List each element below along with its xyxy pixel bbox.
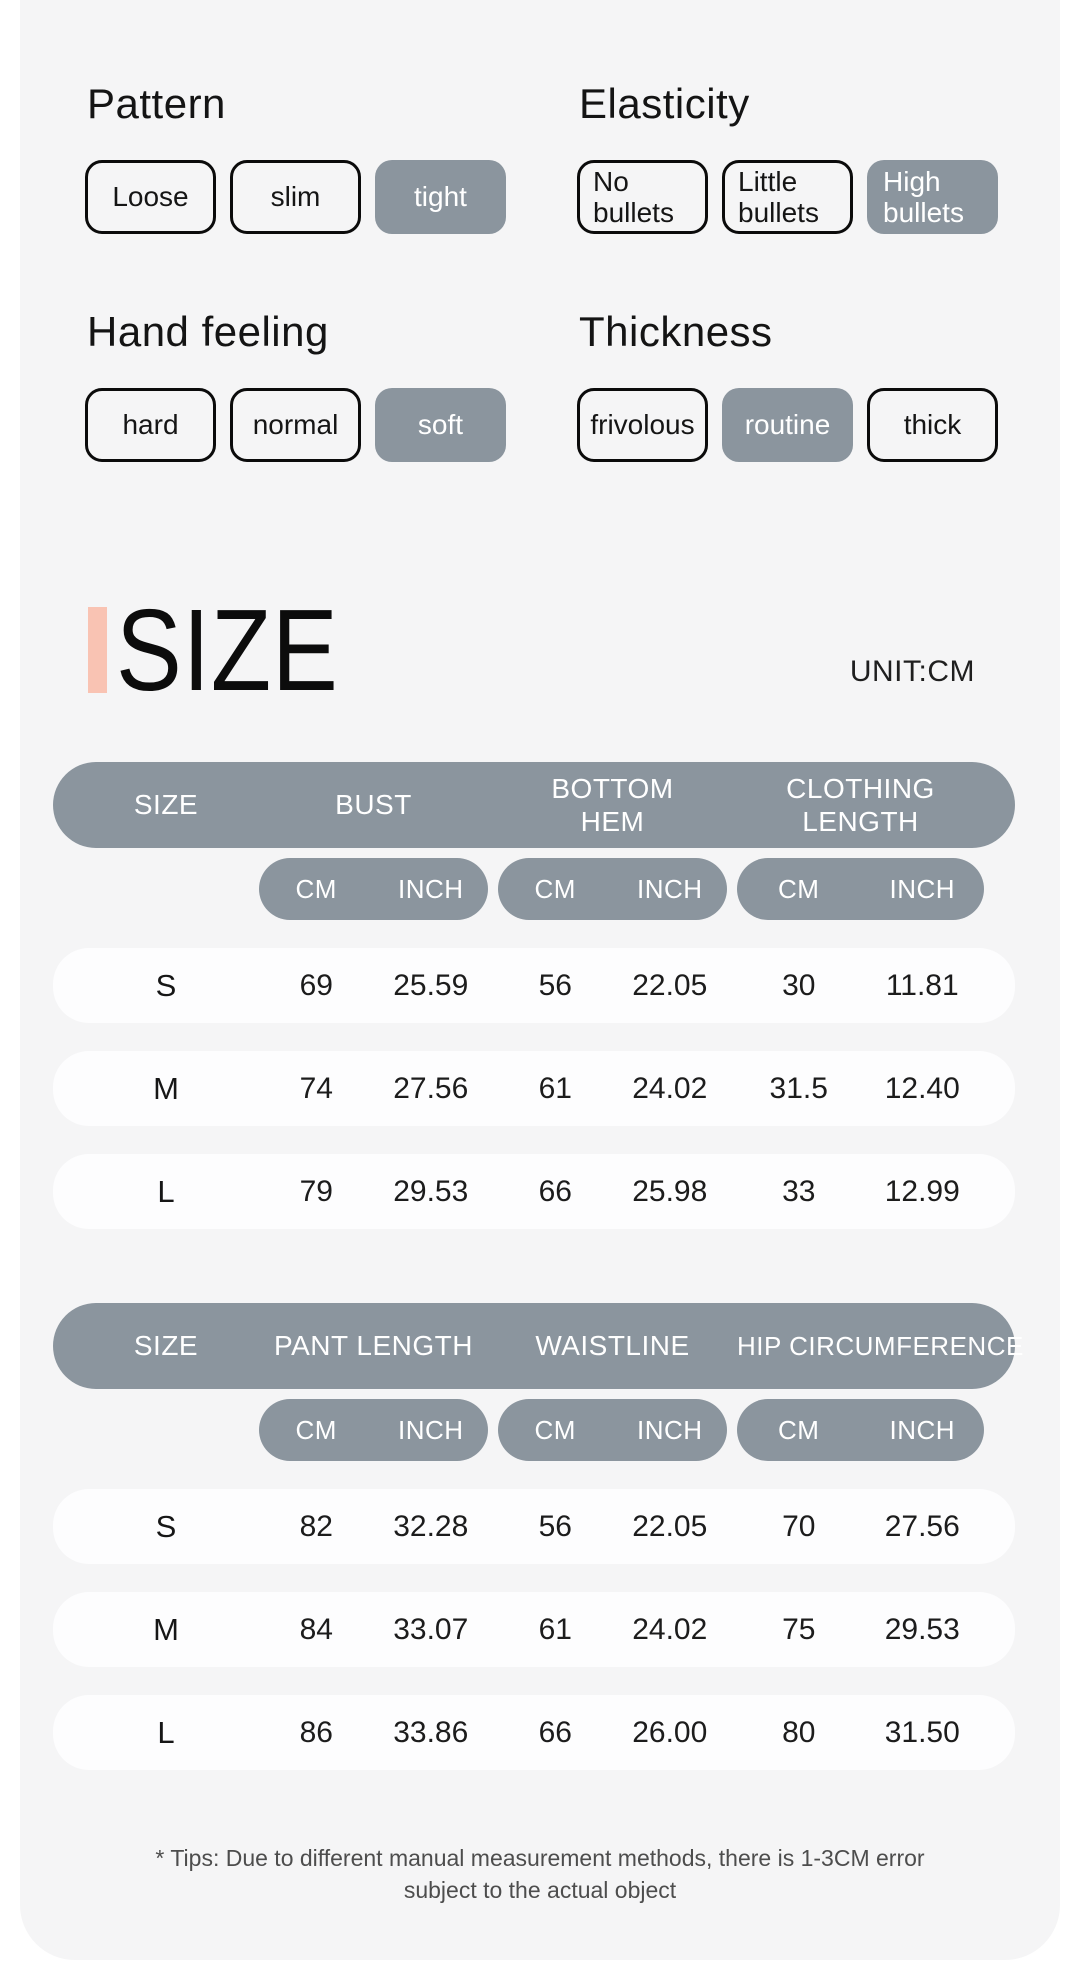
measurement-group bbox=[259, 1051, 488, 1126]
cm-value: 70 bbox=[782, 1509, 816, 1543]
size-cell: L bbox=[157, 1714, 175, 1750]
attribute-group-thickness bbox=[577, 306, 998, 462]
table-row-m bbox=[53, 1051, 1015, 1126]
unit-label-inch: INCH bbox=[889, 1414, 956, 1445]
cm-value: 69 bbox=[299, 968, 333, 1002]
inch-value: 29.53 bbox=[393, 1174, 469, 1208]
inch-value: 25.98 bbox=[632, 1174, 708, 1208]
cm-value: 66 bbox=[538, 1715, 572, 1749]
size-cell: M bbox=[153, 1070, 179, 1106]
measurement-group bbox=[498, 1695, 727, 1770]
inch-value: 33.86 bbox=[393, 1715, 469, 1749]
unit-label-inch: INCH bbox=[636, 873, 703, 904]
measurement-group bbox=[737, 1695, 984, 1770]
cm-value: 61 bbox=[538, 1612, 572, 1646]
attribute-title: Thickness bbox=[579, 308, 773, 355]
cm-value: 84 bbox=[299, 1612, 333, 1646]
inch-value: 24.02 bbox=[632, 1612, 708, 1646]
unit-label-cm: CM bbox=[295, 1414, 337, 1445]
cm-value: 75 bbox=[782, 1612, 816, 1646]
tips-line-1: * Tips: Due to different manual measurement methods, there is 1-3CM error bbox=[155, 1845, 925, 1871]
inch-value: 27.56 bbox=[393, 1071, 469, 1105]
attribute-group-pattern bbox=[85, 78, 577, 234]
measurement-group bbox=[259, 1592, 488, 1667]
option-chip-normal[interactable]: normal bbox=[230, 388, 361, 462]
inch-value: 27.56 bbox=[884, 1509, 960, 1543]
chip-row bbox=[577, 160, 998, 234]
size-cell: M bbox=[153, 1611, 179, 1647]
option-chip-routine[interactable]: routine bbox=[722, 388, 853, 462]
column-header-bust: BUST bbox=[335, 789, 412, 821]
attribute-title: Pattern bbox=[87, 80, 226, 127]
table-row-m bbox=[53, 1592, 1015, 1667]
attribute-title: Elasticity bbox=[579, 80, 750, 127]
option-chip-high-bullets[interactable]: High bullets bbox=[867, 160, 998, 234]
unit-label-cm: CM bbox=[534, 1414, 576, 1445]
inch-value: 22.05 bbox=[632, 968, 708, 1002]
unit-header-pill bbox=[737, 1399, 984, 1461]
measurement-group bbox=[737, 1154, 984, 1229]
inch-value: 32.28 bbox=[393, 1509, 469, 1543]
measurement-group bbox=[259, 1695, 488, 1770]
chip-row bbox=[577, 388, 998, 462]
size-tables bbox=[53, 762, 1024, 1770]
measurement-group bbox=[498, 1051, 727, 1126]
unit-label: UNIT:CM bbox=[849, 655, 975, 688]
inch-value: 12.40 bbox=[884, 1071, 960, 1105]
size-cell: S bbox=[155, 967, 177, 1003]
unit-header-pill bbox=[498, 1399, 727, 1461]
column-header-size: SIZE bbox=[133, 1330, 199, 1362]
inch-value: 33.07 bbox=[393, 1612, 469, 1646]
cm-value: 30 bbox=[782, 968, 816, 1002]
chip-row bbox=[85, 160, 577, 234]
column-header-hip-circumference: HIP CIRCUMFERENCE bbox=[737, 1330, 1024, 1361]
cm-value: 56 bbox=[538, 968, 572, 1002]
cm-value: 31.5 bbox=[769, 1071, 828, 1105]
table-header-row bbox=[53, 762, 1015, 848]
unit-label-inch: INCH bbox=[397, 1414, 464, 1445]
chip-row bbox=[85, 388, 577, 462]
size-cell: S bbox=[155, 1508, 177, 1544]
unit-header-pill bbox=[259, 1399, 488, 1461]
cm-value: 33 bbox=[782, 1174, 816, 1208]
attribute-group-elasticity bbox=[577, 78, 998, 234]
measurement-group bbox=[737, 1051, 984, 1126]
tips-line-2: subject to the actual object bbox=[403, 1877, 677, 1904]
unit-header-pill bbox=[737, 858, 984, 920]
unit-header-pill bbox=[498, 858, 727, 920]
inch-value: 22.05 bbox=[632, 1509, 708, 1543]
measurement-group bbox=[498, 1489, 727, 1564]
unit-label-inch: INCH bbox=[636, 1414, 703, 1445]
size-cell: L bbox=[157, 1173, 175, 1209]
inch-value: 31.50 bbox=[884, 1715, 960, 1749]
option-chip-tight[interactable]: tight bbox=[375, 160, 506, 234]
cm-value: 66 bbox=[538, 1174, 572, 1208]
measurement-group bbox=[259, 948, 488, 1023]
size-table-1 bbox=[53, 762, 1015, 1229]
unit-subheader-row bbox=[53, 1399, 1015, 1461]
unit-label-cm: CM bbox=[778, 1414, 820, 1445]
cm-value: 86 bbox=[299, 1715, 333, 1749]
measurement-group bbox=[498, 948, 727, 1023]
size-title: SIZE bbox=[116, 584, 339, 715]
measurement-group bbox=[498, 1592, 727, 1667]
size-section-header bbox=[88, 584, 975, 715]
inch-value: 12.99 bbox=[884, 1174, 960, 1208]
option-chip-frivolous[interactable]: frivolous bbox=[577, 388, 708, 462]
unit-label-inch: INCH bbox=[889, 873, 956, 904]
cm-value: 80 bbox=[782, 1715, 816, 1749]
inch-value: 11.81 bbox=[885, 968, 959, 1002]
inch-value: 25.59 bbox=[393, 968, 469, 1002]
attribute-group-hand-feeling bbox=[85, 306, 577, 462]
table-row-s bbox=[53, 948, 1015, 1023]
measurement-group bbox=[259, 1154, 488, 1229]
attributes-grid bbox=[20, 78, 1060, 462]
cm-value: 56 bbox=[538, 1509, 572, 1543]
table-header-row bbox=[53, 1303, 1024, 1389]
size-table-2 bbox=[53, 1303, 1024, 1770]
unit-subheader-row bbox=[53, 858, 1015, 920]
cm-value: 74 bbox=[299, 1071, 333, 1105]
cm-value: 82 bbox=[299, 1509, 333, 1543]
attribute-title: Hand feeling bbox=[87, 308, 329, 355]
unit-label-cm: CM bbox=[295, 873, 337, 904]
measurement-group bbox=[498, 1154, 727, 1229]
unit-label-cm: CM bbox=[534, 873, 576, 904]
measurement-group bbox=[737, 1592, 984, 1667]
unit-label-cm: CM bbox=[778, 873, 820, 904]
inch-value: 29.53 bbox=[884, 1612, 960, 1646]
option-chip-thick[interactable]: thick bbox=[867, 388, 998, 462]
column-header-bottom-hem: BOTTOM HEM bbox=[551, 772, 674, 837]
tips-note bbox=[20, 1842, 1060, 1906]
content-panel bbox=[20, 0, 1060, 1960]
column-header-clothing-length: CLOTHING LENGTH bbox=[786, 772, 935, 837]
option-chip-no-bullets[interactable]: No bullets bbox=[577, 160, 708, 234]
cm-value: 79 bbox=[299, 1174, 333, 1208]
unit-label-inch: INCH bbox=[397, 873, 464, 904]
cm-value: 61 bbox=[538, 1071, 572, 1105]
inch-value: 24.02 bbox=[632, 1071, 708, 1105]
table-row-l bbox=[53, 1154, 1015, 1229]
option-chip-little-bullets[interactable]: Little bullets bbox=[722, 160, 853, 234]
measurement-group bbox=[737, 948, 984, 1023]
measurement-group bbox=[259, 1489, 488, 1564]
column-header-size: SIZE bbox=[133, 789, 199, 821]
size-accent-bar bbox=[88, 607, 107, 693]
option-chip-soft[interactable]: soft bbox=[375, 388, 506, 462]
option-chip-loose[interactable]: Loose bbox=[85, 160, 216, 234]
table-row-s bbox=[53, 1489, 1015, 1564]
inch-value: 26.00 bbox=[632, 1715, 708, 1749]
option-chip-slim[interactable]: slim bbox=[230, 160, 361, 234]
column-header-waistline: WAISTLINE bbox=[535, 1330, 690, 1362]
unit-header-pill bbox=[259, 858, 488, 920]
table-row-l bbox=[53, 1695, 1015, 1770]
measurement-group bbox=[737, 1489, 984, 1564]
column-header-pant-length: PANT LENGTH bbox=[274, 1330, 473, 1362]
option-chip-hard[interactable]: hard bbox=[85, 388, 216, 462]
